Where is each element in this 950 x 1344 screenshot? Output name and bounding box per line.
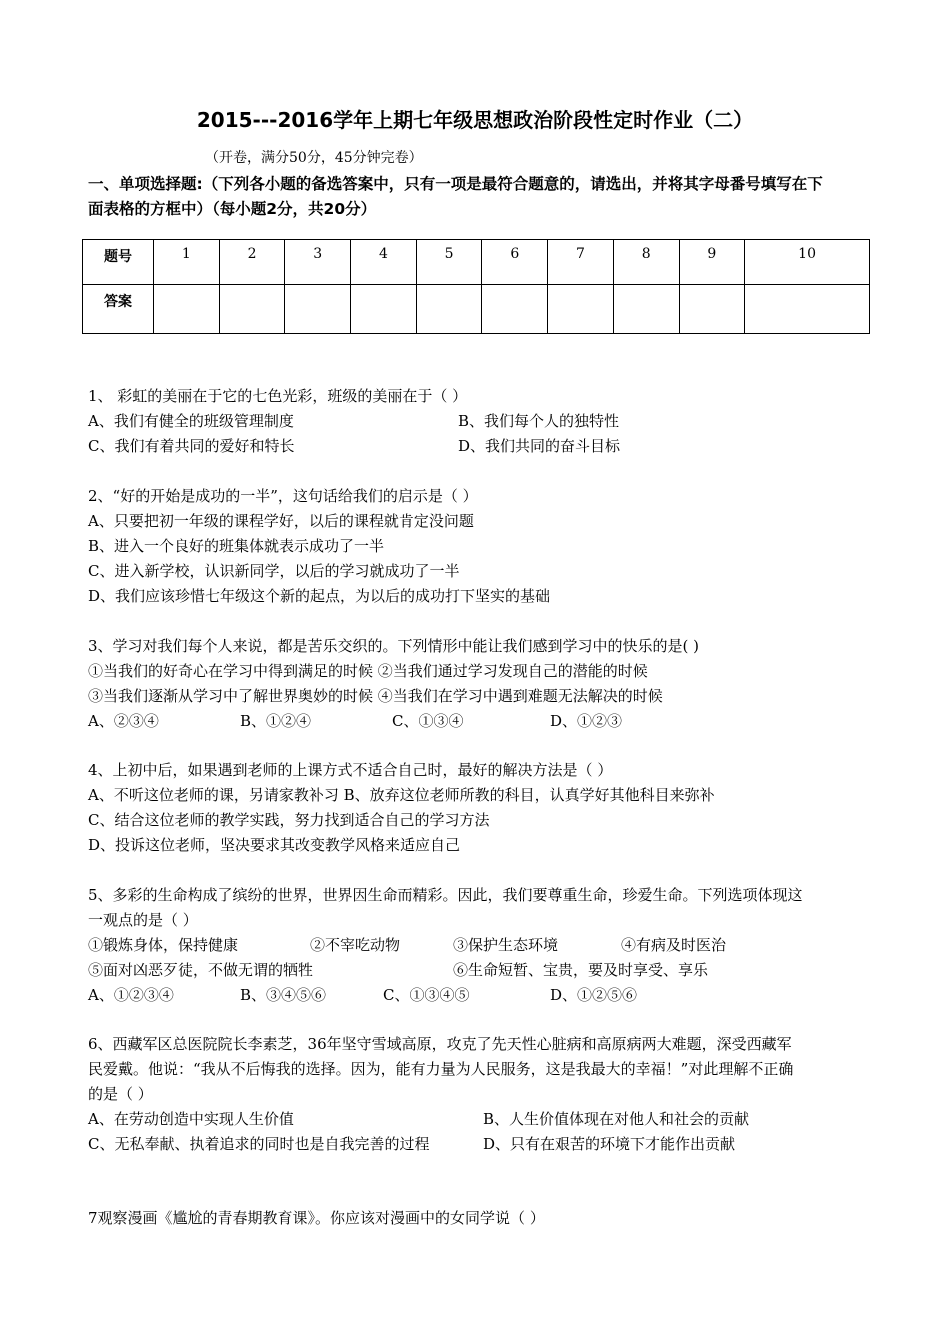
answer-table [82,239,870,334]
option-a: A、②③④ [88,712,159,730]
option-b: B、进入一个良好的班集体就表示成功了一半 [88,537,385,555]
answer-cell[interactable] [613,285,679,334]
row-label-number: 题号 [83,240,154,285]
row-label-answer: 答案 [83,285,154,334]
question-number-cell: 9 [679,240,745,285]
answer-cell[interactable] [482,285,548,334]
option-b: B、我们每个人的独特性 [458,412,620,430]
answer-cell[interactable] [548,285,614,334]
answer-cell[interactable] [416,285,482,334]
statements-3-4: ③当我们逐渐从学习中了解世界奥妙的时候 ④当我们在学习中遇到难题无法解决的时候 [88,687,663,705]
statement-1: ①锻炼身体，保持健康 [88,936,239,954]
option-c: C、无私奉献、执着追求的同时也是自我完善的过程 [88,1135,430,1153]
question-number-cell: 4 [351,240,417,285]
statement-6: ⑥生命短暂、宝贵，要及时享受、享乐 [453,961,709,979]
option-b: B、人生价值体现在对他人和社会的贡献 [483,1110,750,1128]
answer-cell[interactable] [219,285,285,334]
statement-4: ④有病及时医治 [621,936,727,954]
option-a: A、①②③④ [88,986,174,1004]
question-stem-line-2: 一观点的是（ ） [88,911,198,929]
question-stem: 4、上初中后，如果遇到老师的上课方式不适合自己时，最好的解决方法是（ ） [88,761,613,779]
question-number-cell: 6 [482,240,548,285]
question-number-cell: 10 [745,240,870,285]
option-a: A、在劳动创造中实现人生价值 [88,1110,294,1128]
section-line-2: 面表格的方框中）（每小题2分，共20分） [88,200,377,218]
option-d: D、①②⑤⑥ [550,986,638,1004]
answer-cell[interactable] [154,285,220,334]
option-d: D、只有在艰苦的环境下才能作出贡献 [483,1135,736,1153]
question-number-cell: 7 [548,240,614,285]
statement-2: ②不宰吃动物 [310,936,401,954]
option-c: C、①③④⑤ [383,986,470,1004]
option-d: D、我们应该珍惜七年级这个新的起点，为以后的成功打下坚实的基础 [88,587,551,605]
answer-cell[interactable] [351,285,417,334]
question-number-cell: 8 [613,240,679,285]
question-stem-line-2: 民爱戴。他说：“我从不后悔我的选择。因为，能有力量为人民服务，这是我最大的幸福！”对此理解不正确 [88,1060,794,1078]
option-b: B、③④⑤⑥ [240,986,327,1004]
question-number-cell: 2 [219,240,285,285]
statements-1-2: ①当我们的好奇心在学习中得到满足的时候 ②当我们通过学习发现自己的潜能的时候 [88,662,648,680]
statement-3: ③保护生态环境 [453,936,559,954]
question-number-cell: 1 [154,240,220,285]
option-b: B、①②④ [240,712,312,730]
question-7 [88,1206,545,1231]
option-c: C、我们有着共同的爱好和特长 [88,437,295,455]
question-4 [88,758,715,858]
exam-subtitle: （开卷，满分50分，45分钟完卷） [205,150,423,166]
section-instructions [88,172,878,222]
answer-cell[interactable] [745,285,870,334]
option-d: D、①②③ [550,712,623,730]
question-stem-line-3: 的是（ ） [88,1085,153,1103]
question-number-cell: 3 [285,240,351,285]
question-stem: 7观察漫画《尴尬的青春期教育课》。你应该对漫画中的女同学说（ ） [88,1209,545,1227]
option-c: C、①③④ [392,712,464,730]
question-1 [88,384,888,459]
question-number-row [83,240,870,285]
question-stem-line-1: 5、多彩的生命构成了缤纷的世界，世界因生命而精彩。因此，我们要尊重生命，珍爱生命。下列选项体现这 [88,886,803,904]
option-a: A、我们有健全的班级管理制度 [88,412,294,430]
option-a-b: A、不听这位老师的课，另请家教补习 B、放弃这位老师所教的科目，认真学好其他科目来弥补 [88,786,715,804]
question-stem: 2、“好的开始是成功的一半”，这句话给我们的启示是（ ） [88,487,478,505]
question-stem-line-1: 6、西藏军区总医院院长李素芝，36年坚守雪域高原，攻克了先天性心脏病和高原病两大难题，深受西藏军 [88,1035,792,1053]
option-c: C、进入新学校，认识新同学，以后的学习就成功了一半 [88,562,460,580]
answer-cell[interactable] [679,285,745,334]
answer-row [83,285,870,334]
option-d: D、投诉这位老师，坚决要求其改变教学风格来适应自己 [88,836,461,854]
answer-cell[interactable] [285,285,351,334]
question-2 [88,484,550,609]
statement-5: ⑤面对凶恶歹徒，不做无谓的牺牲 [88,961,314,979]
question-stem: 3、学习对我们每个人来说，都是苦乐交织的。下列情形中能让我们感到学习中的快乐的是( ) [88,637,700,655]
question-3 [88,634,888,734]
section-line-1: 一、单项选择题:（下列各小题的备选答案中，只有一项是最符合题意的，请选出，并将其字母番号填写在下 [88,175,823,193]
question-number-cell: 5 [416,240,482,285]
option-c: C、结合这位老师的教学实践，努力找到适合自己的学习方法 [88,811,490,829]
page-title: 2015---2016学年上期七年级思想政治阶段性定时作业（二） [196,108,754,132]
question-stem: 1、 彩虹的美丽在于它的七色光彩，班级的美丽在于（ ） [88,387,468,405]
option-d: D、我们共同的奋斗目标 [458,437,621,455]
option-a: A、只要把初一年级的课程学好，以后的课程就肯定没问题 [88,512,474,530]
question-5 [88,883,888,1008]
question-6 [88,1032,888,1157]
